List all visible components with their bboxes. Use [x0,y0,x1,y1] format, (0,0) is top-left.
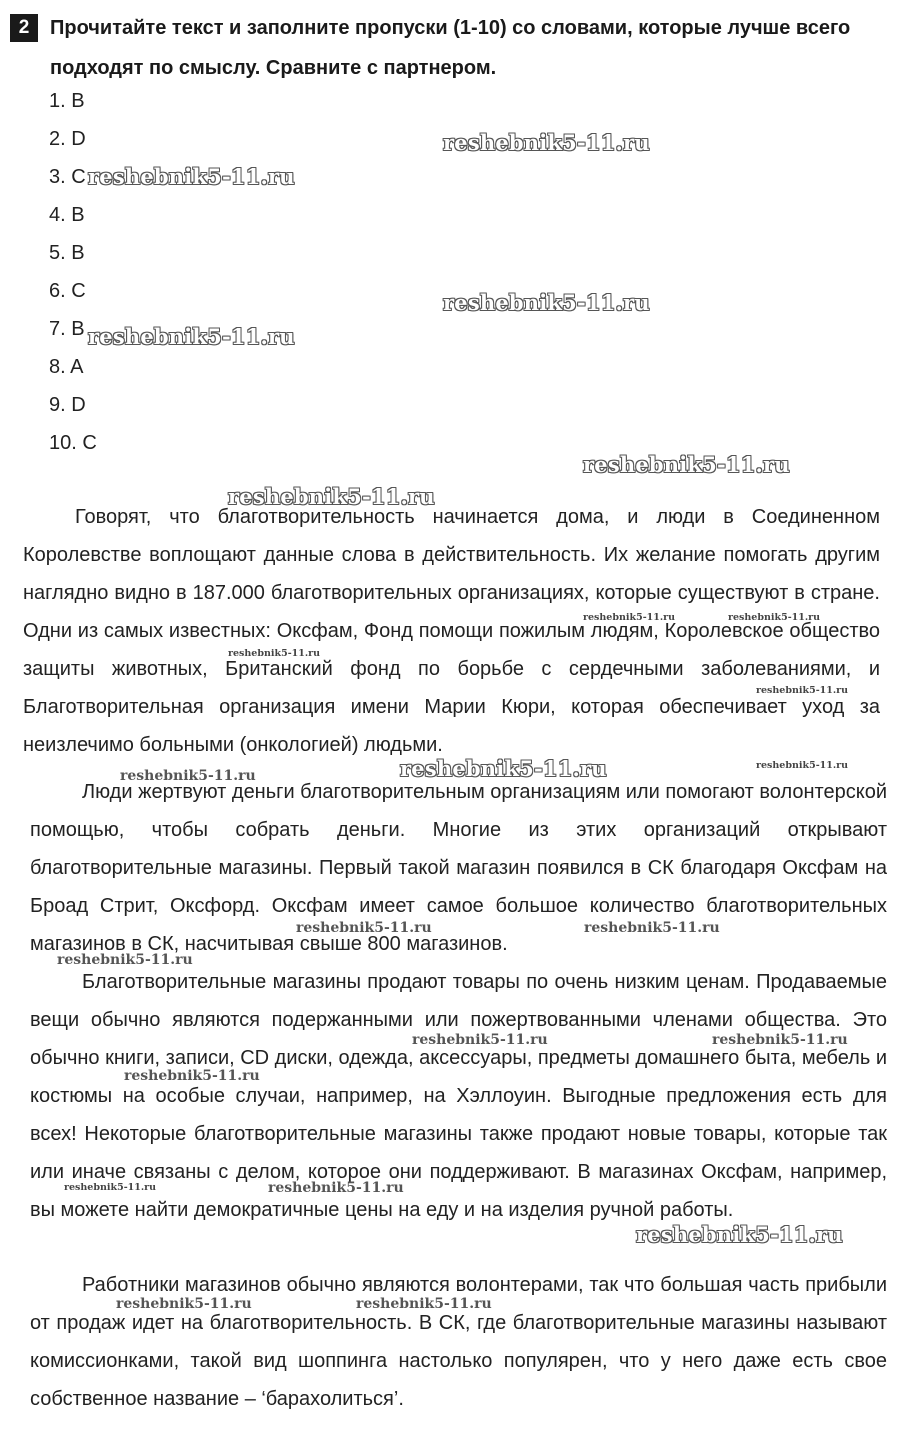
watermark: reshebnik5-11.ru [57,952,193,968]
watermark: reshebnik5-11.ru [443,290,650,315]
answer-item: 5. B [49,242,85,264]
task-instruction: Прочитайте текст и заполните пропуски (1-10) со словами, которые лучше всего подходят по смыслу. Сравните с партнером. [50,17,851,79]
watermark: reshebnik5-11.ru [583,612,676,623]
watermark: reshebnik5-11.ru [268,1180,404,1196]
answer-item: 8. A [49,356,84,378]
answer-item: 7. B [49,318,85,340]
watermark: reshebnik5-11.ru [712,1032,848,1048]
watermark: reshebnik5-11.ru [636,1222,843,1247]
answer-list [49,82,97,462]
watermark: reshebnik5-11.ru [228,484,435,509]
watermark: reshebnik5-11.ru [583,452,790,477]
text-paragraph-1: Говорят, что благотворительность начинается дома, и люди в Соединенном Королевстве воплощают данные слова в действительность. Их желание помогать другим наглядно видно в 187.000 благотворительных организациях, которые существуют в стране. Одни из самых известных: Оксфам, Фонд помощи пожилым людям, Королевское общество защиты животных, Британский фонд по борьбе с сердечными заболеваниями, и Благотворительная организация имени Марии Кюри, которая обеспечивает уход за неизлечимо больными (онкологией) людьми. [23,506,880,756]
text-paragraph-2: Люди жертвуют деньги благотворительным организациям или помогают волонтерской помощью, чтобы собрать деньги. Многие из этих организаций открывают благотворительные магазины. Первый такой магазин появился в СК благодаря Оксфам на Броад Стрит, Оксфорд. Оксфам имеет самое большое количество благотворительных магазинов в СК, насчитывая свыше 800 магазинов. [30,781,887,955]
watermark: reshebnik5-11.ru [296,920,432,936]
text-paragraph-4: Работники магазинов обычно являются волонтерами, так что большая часть прибыли от продаж идет на благотворительность. В СК, где благотворительные магазины называют комиссионками, такой вид шоппинга настолько популярен, что у него даже есть свое собственное название – ‘барахолиться’. [30,1274,887,1410]
watermark: reshebnik5-11.ru [584,920,720,936]
answer-item: 10. C [49,432,97,454]
watermark: reshebnik5-11.ru [443,130,650,155]
answer-item: 9. D [49,394,86,416]
watermark: reshebnik5-11.ru [228,648,321,659]
watermark: reshebnik5-11.ru [756,760,849,771]
watermark: reshebnik5-11.ru [728,612,821,623]
watermark: reshebnik5-11.ru [412,1032,548,1048]
watermark: reshebnik5-11.ru [756,685,849,696]
watermark: reshebnik5-11.ru [88,164,295,189]
answer-item: 1. B [49,90,85,112]
watermark: reshebnik5-11.ru [120,768,256,784]
answer-item: 3. C [49,166,86,188]
watermark: reshebnik5-11.ru [88,324,295,349]
watermark: reshebnik5-11.ru [116,1296,252,1312]
task-number-badge: 2 [10,14,38,42]
answer-item: 2. D [49,128,86,150]
watermark: reshebnik5-11.ru [356,1296,492,1312]
text-paragraph-3: Благотворительные магазины продают товары по очень низким ценам. Продаваемые вещи обычно являются подержанными или пожертвованными членами общества. Это обычно книги, записи, CD диски, одежда, аксессуары, предметы домашнего быта, мебель и костюмы на особые случаи, например, на Хэллоуин. Выгодные предложения есть для всех! Некоторые благотворительные магазины также продают новые товары, которые так или иначе связаны с делом, которое они поддерживают. В магазинах Оксфам, например, вы можете найти демократичные цены на еду и на изделия ручной работы. [30,971,887,1221]
answer-item: 4. B [49,204,85,226]
watermark: reshebnik5-11.ru [124,1068,260,1084]
answer-item: 6. C [49,280,86,302]
watermark: reshebnik5-11.ru [400,756,607,781]
watermark: reshebnik5-11.ru [64,1182,157,1193]
